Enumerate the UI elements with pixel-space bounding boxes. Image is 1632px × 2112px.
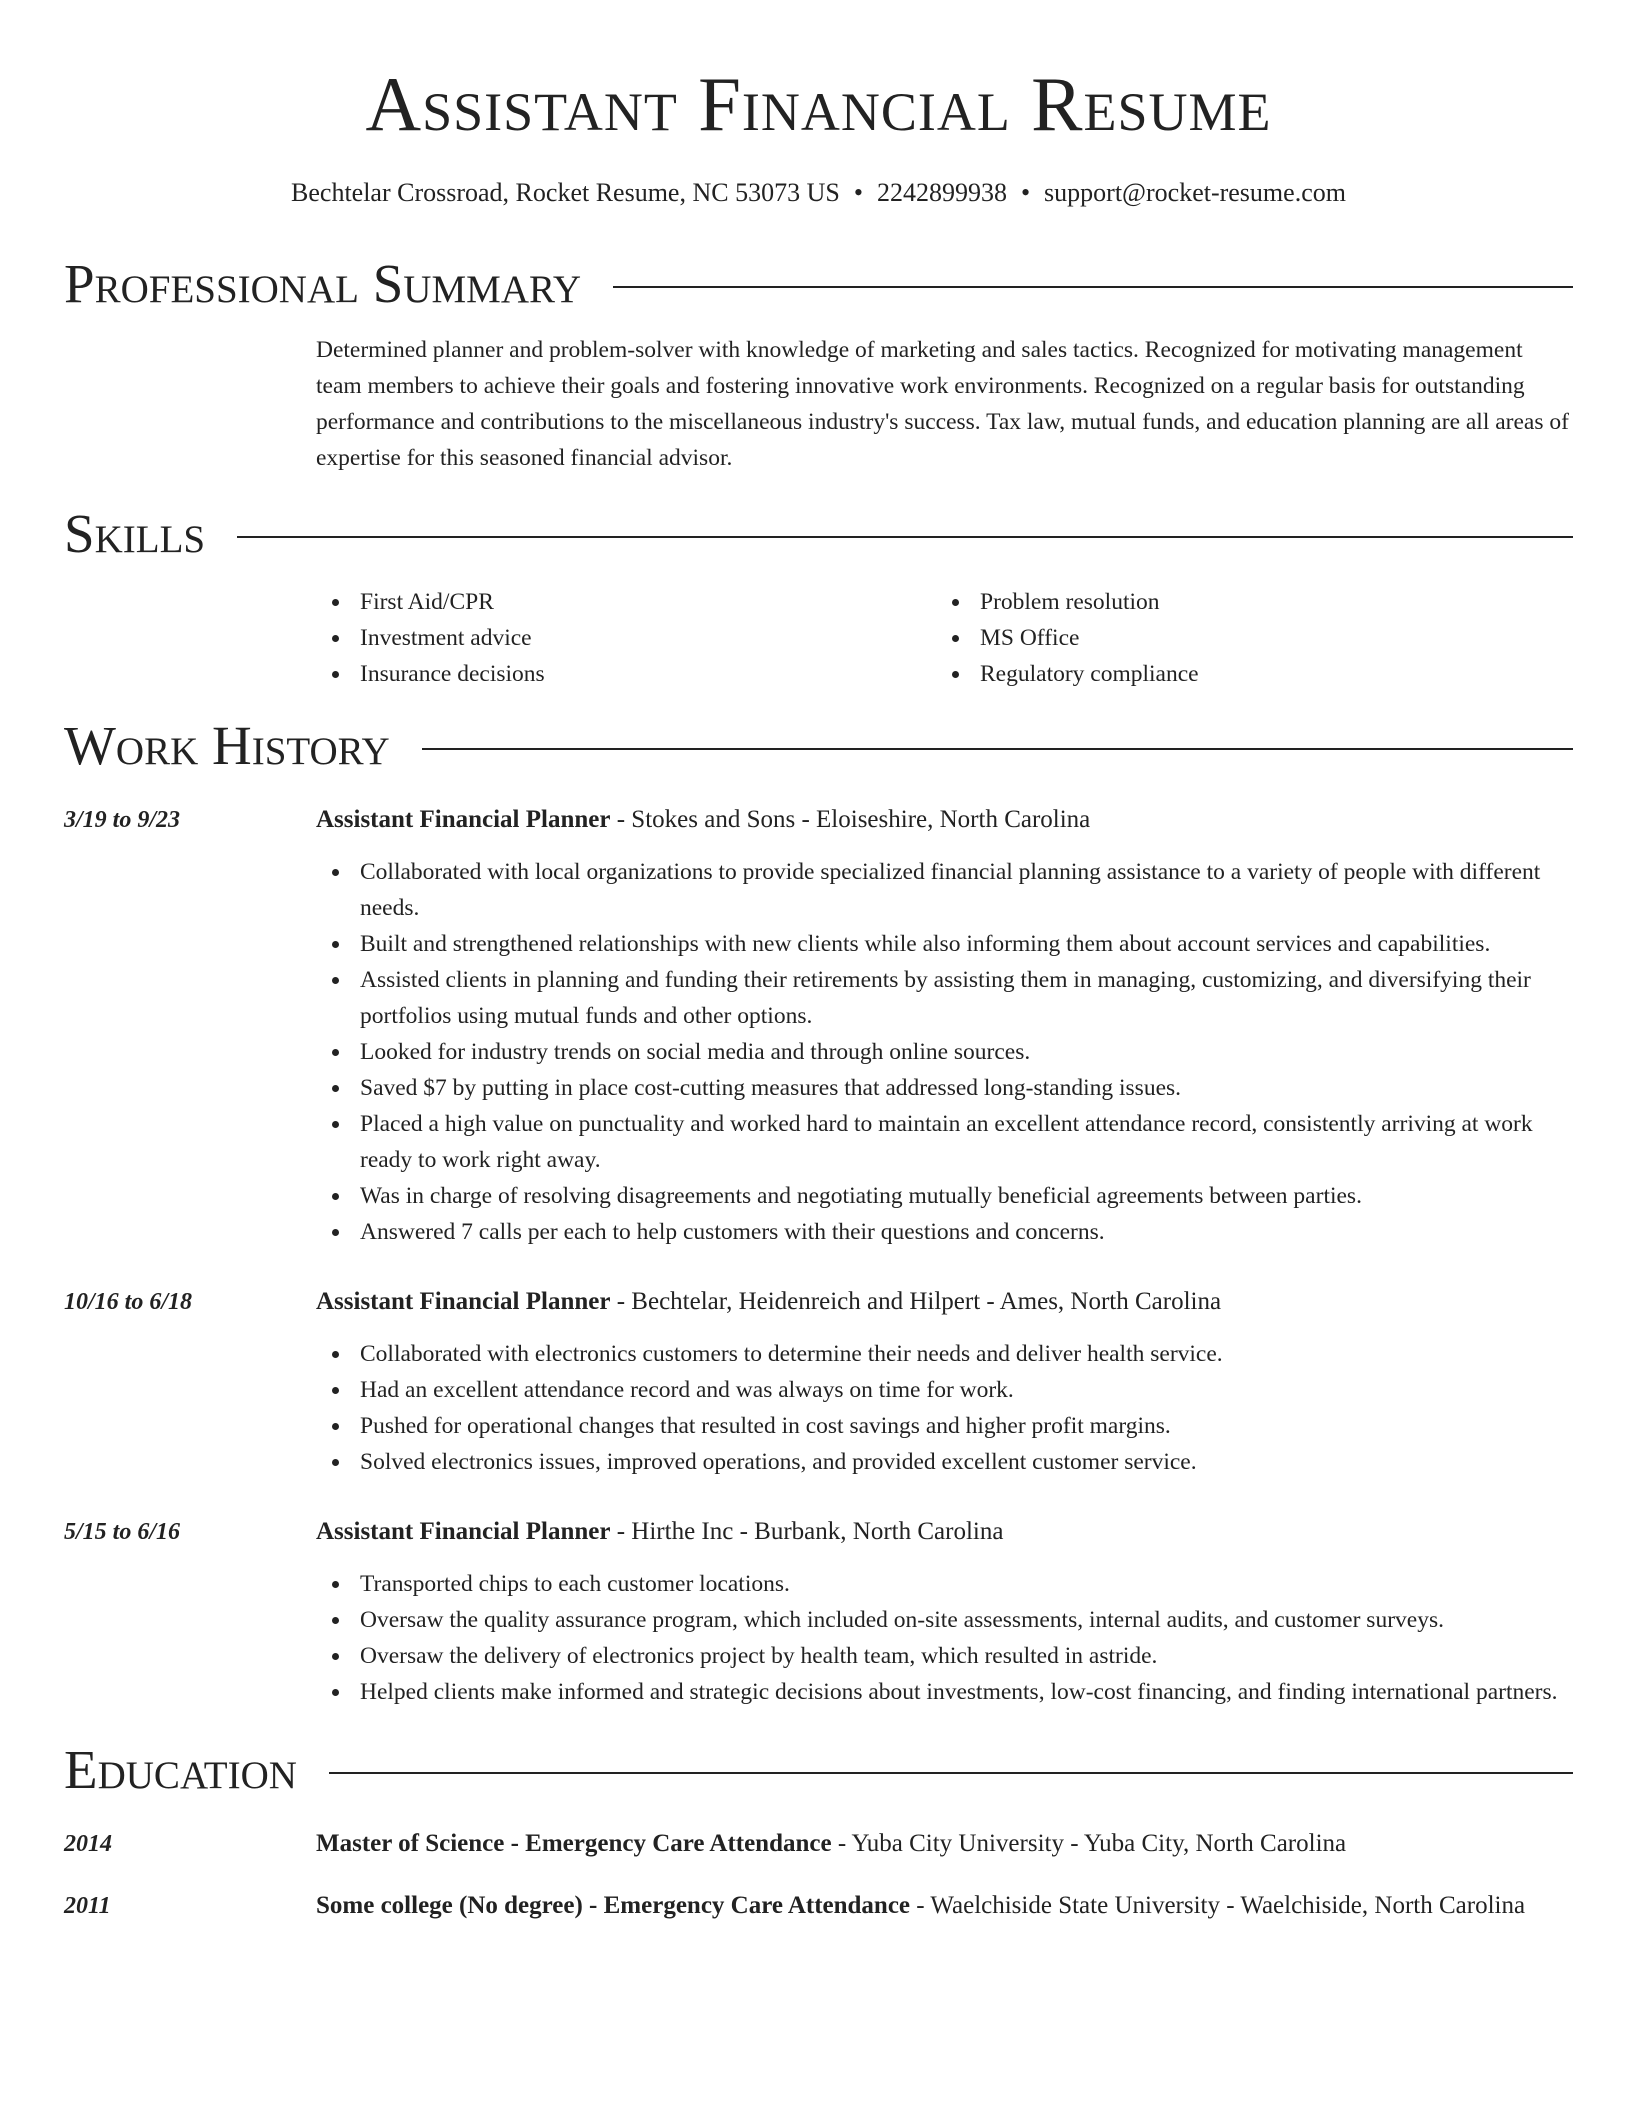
skills-column-left bbox=[316, 584, 936, 692]
skill-item: First Aid/CPR bbox=[316, 584, 936, 620]
education-heading bbox=[316, 1824, 1573, 1864]
job-body bbox=[316, 1282, 1573, 1480]
contact-separator: • bbox=[853, 178, 863, 207]
job-body bbox=[316, 1512, 1573, 1710]
education-body bbox=[316, 1886, 1573, 1926]
job-bullet: Collaborated with electronics customers to determine their needs and deliver health service. bbox=[316, 1336, 1573, 1372]
job-role: Assistant Financial Planner bbox=[316, 1288, 611, 1315]
job-dates: 5/15 to 6/16 bbox=[64, 1519, 181, 1545]
job-role: Assistant Financial Planner bbox=[316, 806, 611, 833]
section-title-summary: Professional Summary bbox=[64, 253, 582, 314]
skill-item: Investment advice bbox=[316, 620, 936, 656]
education-degree: Master of Science - Emergency Care Attendance bbox=[316, 1830, 832, 1857]
job-body bbox=[316, 800, 1573, 1250]
job-bullet: Saved $7 by putting in place cost-cutting measures that addressed long-standing issues. bbox=[316, 1070, 1573, 1106]
education-entry bbox=[64, 1886, 1573, 1926]
job-bullet: Was in charge of resolving disagreements and negotiating mutually beneficial agreements between parties. bbox=[316, 1178, 1573, 1214]
contact-address: Bechtelar Crossroad, Rocket Resume, NC 53073 US bbox=[291, 178, 840, 207]
job-bullets bbox=[316, 1336, 1573, 1480]
skill-item: Problem resolution bbox=[936, 584, 1556, 620]
resume-page bbox=[64, 0, 1573, 1926]
section-divider bbox=[329, 1772, 1573, 1774]
job-bullet: Solved electronics issues, improved operations, and provided excellent customer service. bbox=[316, 1444, 1573, 1480]
job-heading bbox=[316, 1512, 1573, 1552]
job-dates: 3/19 to 9/23 bbox=[64, 807, 181, 833]
section-header-skills bbox=[64, 502, 1573, 566]
job-bullet: Looked for industry trends on social media and through online sources. bbox=[316, 1034, 1573, 1070]
job-entry bbox=[64, 1282, 1573, 1480]
job-bullet: Placed a high value on punctuality and worked hard to maintain an excellent attendance record, consistently arriving at work ready to work right away. bbox=[316, 1106, 1573, 1178]
job-bullet: Helped clients make informed and strategic decisions about investments, low-cost financing, and finding international partners. bbox=[316, 1674, 1573, 1710]
job-bullet: Had an excellent attendance record and was always on time for work. bbox=[316, 1372, 1573, 1408]
job-entry bbox=[64, 1512, 1573, 1710]
section-divider bbox=[237, 536, 1573, 538]
education-details: - Yuba City University - Yuba City, North Carolina bbox=[831, 1830, 1347, 1857]
education-details: - Waelchiside State University - Waelchiside, North Carolina bbox=[910, 1892, 1526, 1919]
contact-phone: 2242899938 bbox=[876, 178, 1007, 207]
job-heading bbox=[316, 800, 1573, 840]
job-details: - Hirthe Inc - Burbank, North Carolina bbox=[610, 1518, 1004, 1545]
resume-title: Assistant Financial Resume bbox=[365, 61, 1272, 147]
education-year: 2014 bbox=[64, 1831, 112, 1857]
section-divider bbox=[613, 286, 1573, 288]
job-dates: 10/16 to 6/18 bbox=[64, 1289, 193, 1315]
job-details: - Stokes and Sons - Eloiseshire, North Carolina bbox=[610, 806, 1091, 833]
job-bullet: Oversaw the quality assurance program, which included on-site assessments, internal audits, and customer surveys. bbox=[316, 1602, 1573, 1638]
section-divider bbox=[422, 748, 1573, 750]
skill-item: Regulatory compliance bbox=[936, 656, 1556, 692]
section-title-education: Education bbox=[64, 1739, 297, 1800]
section-header-work bbox=[64, 714, 1573, 778]
contact-separator: • bbox=[1020, 178, 1031, 207]
job-details: - Bechtelar, Heidenreich and Hilpert - Ames, North Carolina bbox=[610, 1288, 1222, 1315]
education-year: 2011 bbox=[64, 1893, 111, 1919]
job-bullet: Assisted clients in planning and funding their retirements by assisting them in managing, customizing, and diversifying their portfolios using mutual funds and other options. bbox=[316, 962, 1573, 1034]
section-title-skills: Skills bbox=[64, 503, 206, 564]
job-bullets bbox=[316, 1566, 1573, 1710]
job-bullet: Answered 7 calls per each to help customers with their questions and concerns. bbox=[316, 1214, 1573, 1250]
contact-email: support@rocket-resume.com bbox=[1044, 178, 1346, 207]
education-body bbox=[316, 1824, 1573, 1864]
skills-column-right bbox=[936, 584, 1556, 692]
summary-text: Determined planner and problem-solver with knowledge of marketing and sales tactics. Recognized for motivating management team members to achieve their goals and fostering innovative work environments. Recognized on a regular basis for outstanding performance and contributions to the miscellaneous industry's success. Tax law, mutual funds, and education planning are all areas of expertise for this seasoned financial advisor. bbox=[316, 337, 1569, 471]
job-bullets bbox=[316, 854, 1573, 1250]
section-header-education bbox=[64, 1738, 1573, 1802]
job-bullet: Transported chips to each customer locations. bbox=[316, 1566, 1573, 1602]
skill-item: Insurance decisions bbox=[316, 656, 936, 692]
job-role: Assistant Financial Planner bbox=[316, 1518, 611, 1545]
job-bullet: Collaborated with local organizations to provide specialized financial planning assistance to a variety of people with different needs. bbox=[316, 854, 1573, 926]
education-heading bbox=[316, 1886, 1573, 1926]
job-heading bbox=[316, 1282, 1573, 1322]
education-entry bbox=[64, 1824, 1573, 1864]
section-title-work: Work History bbox=[64, 715, 390, 776]
job-bullet: Oversaw the delivery of electronics project by health team, which resulted in astride. bbox=[316, 1638, 1573, 1674]
section-header-summary bbox=[64, 252, 1573, 316]
job-entry bbox=[64, 800, 1573, 1250]
job-bullet: Pushed for operational changes that resulted in cost savings and higher profit margins. bbox=[316, 1408, 1573, 1444]
skills-grid bbox=[316, 584, 1573, 692]
job-bullet: Built and strengthened relationships with new clients while also informing them about account services and capabilities. bbox=[316, 926, 1573, 962]
contact-line bbox=[64, 176, 1573, 210]
education-degree: Some college (No degree) - Emergency Care Attendance bbox=[316, 1892, 911, 1919]
skill-item: MS Office bbox=[936, 620, 1556, 656]
